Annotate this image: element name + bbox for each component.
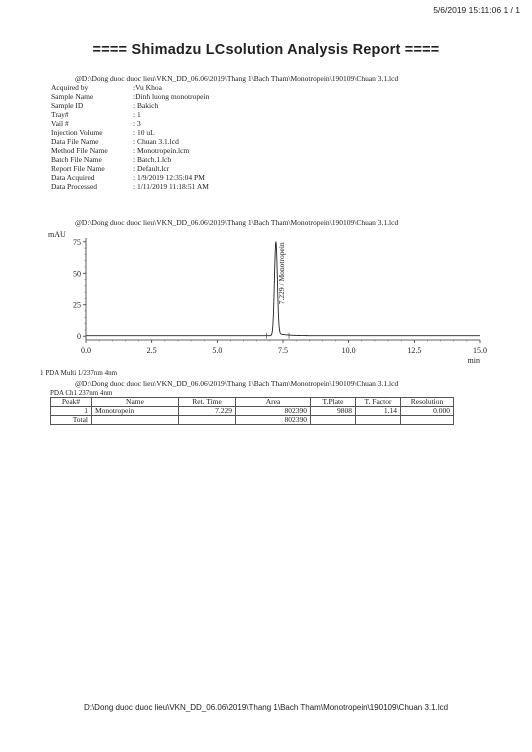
y-tick-label: 25 [73, 300, 81, 310]
total-area-cell: 802390 [236, 416, 311, 425]
report-timestamp: 5/6/2019 15:11:06 1 / 1 [433, 5, 520, 15]
sample-info-row [51, 92, 209, 101]
data-file-path: @D:\Dong duoc duoc lieu\VKN_DD_06.06\2019\Thang 1\Bach Tham\Monotropein\190109\Chuan 3.1.lcd [75, 74, 399, 83]
sample-info-label: Report File Name [51, 164, 105, 173]
sample-info-value: : Batch.1.lcb [133, 155, 172, 164]
sample-info-label: Data File Name [51, 137, 99, 146]
channel-label: PDA Ch1 237nm 4nm [50, 389, 113, 397]
sample-info-row [51, 146, 189, 155]
peak-label: 7.229 / Monotropein [276, 242, 286, 305]
sample-info-value: : Monotropein.lcm [133, 146, 190, 155]
peak-table [50, 397, 454, 425]
area-cell: 802390 [236, 407, 311, 416]
chromatogram-file-path: @D:\Dong duoc duoc lieu\VKN_DD_06.06\2019\Thang 1\Bach Tham\Monotropein\190109\Chuan 3.1.lcd [75, 218, 399, 227]
sample-info-row [51, 119, 141, 128]
y-tick-label: 75 [73, 237, 81, 247]
total-empty-cell [92, 416, 179, 425]
sample-info-value: :Vu Khoa [133, 83, 162, 92]
report-title: ==== Shimadzu LCsolution Analysis Report ==== [92, 42, 440, 58]
table-row [51, 407, 454, 416]
chromatogram-chart [38, 228, 488, 368]
sample-info-value: : 1/9/2019 12:35:04 PM [133, 173, 205, 182]
peak-name-cell: Monotropein [92, 407, 179, 416]
sample-info-label: Injection Volume [51, 128, 103, 137]
peak-number-cell: 1 [51, 407, 92, 416]
col-t-factor: T. Factor [356, 398, 401, 407]
col-t-plate: T.Plate [311, 398, 356, 407]
total-empty-cell [401, 416, 454, 425]
sample-info-value: : Default.lcr [133, 164, 170, 173]
t-factor-cell: 1.14 [356, 407, 401, 416]
t-plate-cell: 9808 [311, 407, 356, 416]
total-empty-cell [179, 416, 236, 425]
sample-info-row [51, 173, 205, 182]
col-ret-time: Ret. Time [179, 398, 236, 407]
sample-info-value: :Dinh luong monotropein [133, 92, 210, 101]
sample-info-row [51, 182, 209, 191]
total-empty-cell [356, 416, 401, 425]
sample-info-label: Tray# [51, 110, 69, 119]
col-peak-number: Peak# [51, 398, 92, 407]
resolution-cell: 0.000 [401, 407, 454, 416]
sample-info-label: Acquired by [51, 83, 89, 92]
col-name: Name [92, 398, 179, 407]
col-resolution: Resolution [401, 398, 454, 407]
footer-file-path: D:\Dong duoc duoc lieu\VKN_DD_06.06\2019\Thang 1\Bach Tham\Monotropein\190109\Chuan 3.1.lcd [83, 703, 449, 712]
ret-time-cell: 7.229 [179, 407, 236, 416]
sample-info-row [51, 137, 179, 146]
sample-info-label: Data Acquired [51, 173, 95, 182]
x-tick-label: 10.0 [341, 346, 356, 355]
sample-info-value: : 1/11/2019 11:18:51 AM [133, 182, 209, 191]
sample-info-value: : 3 [133, 119, 141, 128]
x-tick-label: 5.0 [212, 346, 223, 355]
sample-info-value: : 10 uL [133, 128, 155, 137]
x-axis-label: min [467, 356, 480, 365]
sample-info-row [51, 110, 141, 119]
y-tick-label: 50 [73, 269, 81, 279]
sample-info-row [51, 101, 158, 110]
sample-info-label: Vail # [51, 119, 69, 128]
sample-info-value: : Bakich [133, 101, 159, 110]
x-tick-label: 7.5 [278, 346, 288, 355]
total-empty-cell [311, 416, 356, 425]
sample-info-row [51, 128, 155, 137]
sample-info-label: Data Processed [51, 182, 98, 191]
y-axis-label: mAU [48, 230, 66, 239]
sample-info-value: : 1 [133, 110, 141, 119]
sample-info-row [51, 164, 169, 173]
col-area: Area [236, 398, 311, 407]
x-tick-label: 2.5 [146, 346, 157, 355]
sample-info-value: : Chuan 3.1.lcd [133, 137, 179, 146]
sample-info-label: Method File Name [51, 146, 108, 155]
table-total-row [51, 416, 454, 425]
sample-info-row [51, 83, 162, 92]
x-tick-label: 12.5 [407, 346, 422, 355]
sample-info-label: Sample Name [51, 92, 94, 101]
sample-info-label: Sample ID [51, 101, 84, 110]
x-tick-label: 15.0 [473, 346, 487, 355]
x-tick-label: 0.0 [81, 346, 91, 355]
results-file-path: @D:\Dong duoc duoc lieu\VKN_DD_06.06\2019\Thang 1\Bach Tham\Monotropein\190109\Chuan 3.1.lcd [75, 379, 399, 388]
y-tick-label: 0 [77, 332, 81, 342]
sample-info-row [51, 155, 171, 164]
chromatogram-legend: 1 PDA Multi 1/237nm 4nm [40, 369, 118, 377]
total-label-cell: Total [51, 416, 92, 425]
sample-info-label: Batch File Name [51, 155, 102, 164]
